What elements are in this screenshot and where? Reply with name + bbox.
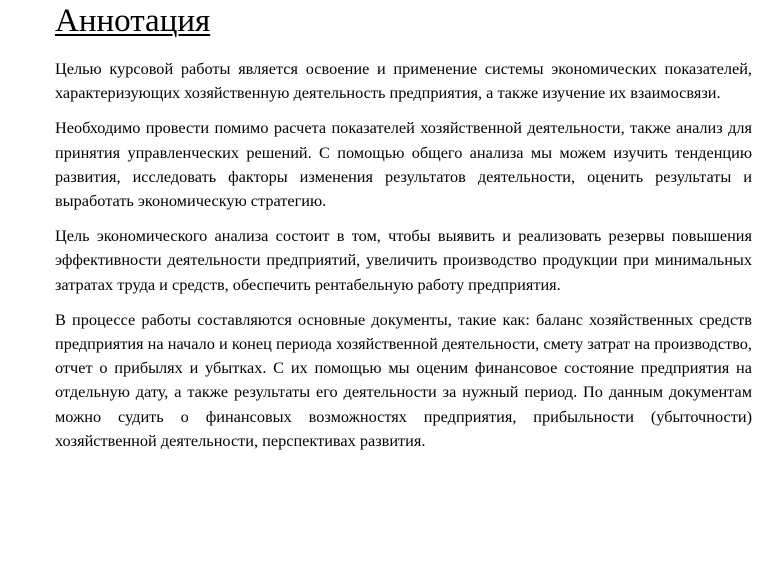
paragraph-analysis: Необходимо провести помимо расчета показателей хозяйственной деятельности, также анализ для принятия управленческих решений. С помощью общего анализа мы можем изучить тенденцию развития, исследовать факторы изменения результатов деятельности, оценить результаты и выработать экономическую стратегию. [55,118,752,211]
document-page [55,0,752,453]
paragraph-economic-analysis: Цель экономического анализа состоит в том, чтобы выявить и реализовать резервы повышения эффективности деятельности предприятий, увеличить производство продукции при минимальных затратах труда и средств, обеспечить рентабельную работу предприятия. [55,226,752,294]
paragraph-documents: В процессе работы составляются основные документы, такие как: баланс хозяйственных средств предприятия на начало и конец периода хозяйственной деятельности, смету затрат на производство, отчет о прибылях и убытках. С их помощью мы оценим финансовое состояние предприятия на отдельную дату, а также результаты его деятельности за нужный период. По данным документам можно судить о финансовых возможностях предприятия, прибыльности (убыточности) хозяйственной деятельности, перспективах развития. [55,309,752,450]
paragraph-goal: Целью курсовой работы является освоение и применение системы экономических показателей, характеризующих хозяйственную деятельность предприятия, а также изучение их взаимосвязи. [55,59,752,103]
document-title: Аннотация [55,3,211,39]
